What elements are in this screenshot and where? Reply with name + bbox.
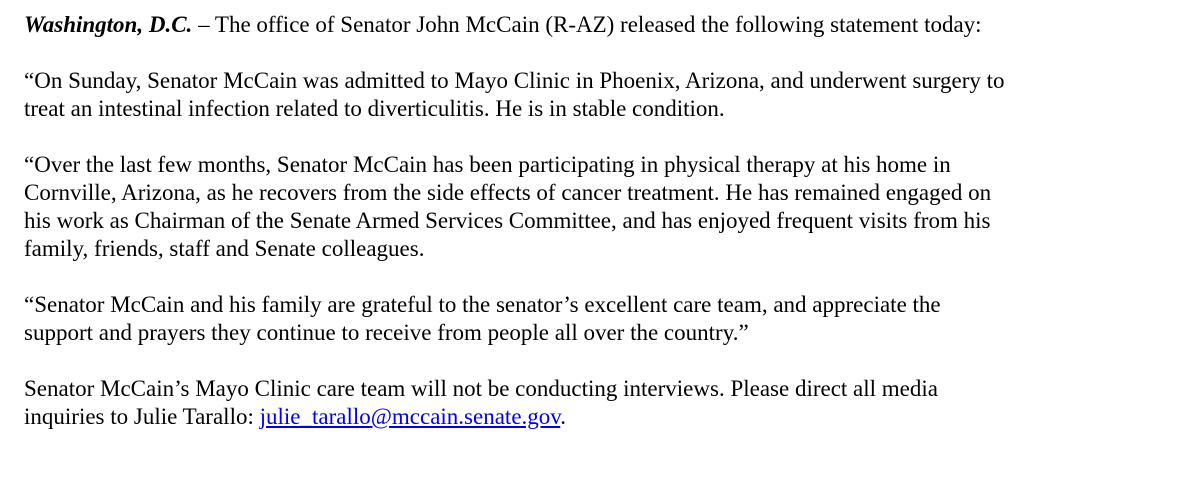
trailing-period: .	[560, 404, 567, 429]
intro-text: – The office of Senator John McCain (R-AZ) released the following statement today:	[192, 12, 982, 37]
paragraph-gratitude: “Senator McCain and his family are grateful to the senator’s excellent care team, and appreciate the support and prayers they continue to receive from people all over the country.”	[24, 292, 941, 345]
paragraph-recovery: “Over the last few months, Senator McCain has been participating in physical therapy at his home in Cornville, Arizona, as he recovers from the side effects of cancer treatment. He has remained engaged on his work as Chairman of the Senate Armed Services Committee, and has enjoyed frequent visits from his family, friends, staff and Senate colleagues.	[24, 152, 992, 261]
contact-email-link[interactable]: julie_tarallo@mccain.senate.gov	[259, 404, 561, 429]
statement-intro	[24, 11, 1188, 39]
press-statement	[24, 11, 1188, 431]
dateline: Washington, D.C.	[24, 12, 193, 37]
media-contact-text: Senator McCain’s Mayo Clinic care team will not be conducting interviews. Please direct all media inquiries to Julie Tarallo:	[24, 376, 938, 429]
paragraph-surgery: “On Sunday, Senator McCain was admitted to Mayo Clinic in Phoenix, Arizona, and underwent surgery to treat an intestinal infection related to diverticulitis. He is in stable condition.	[24, 68, 1005, 121]
paragraph-media-contact	[24, 375, 1188, 431]
